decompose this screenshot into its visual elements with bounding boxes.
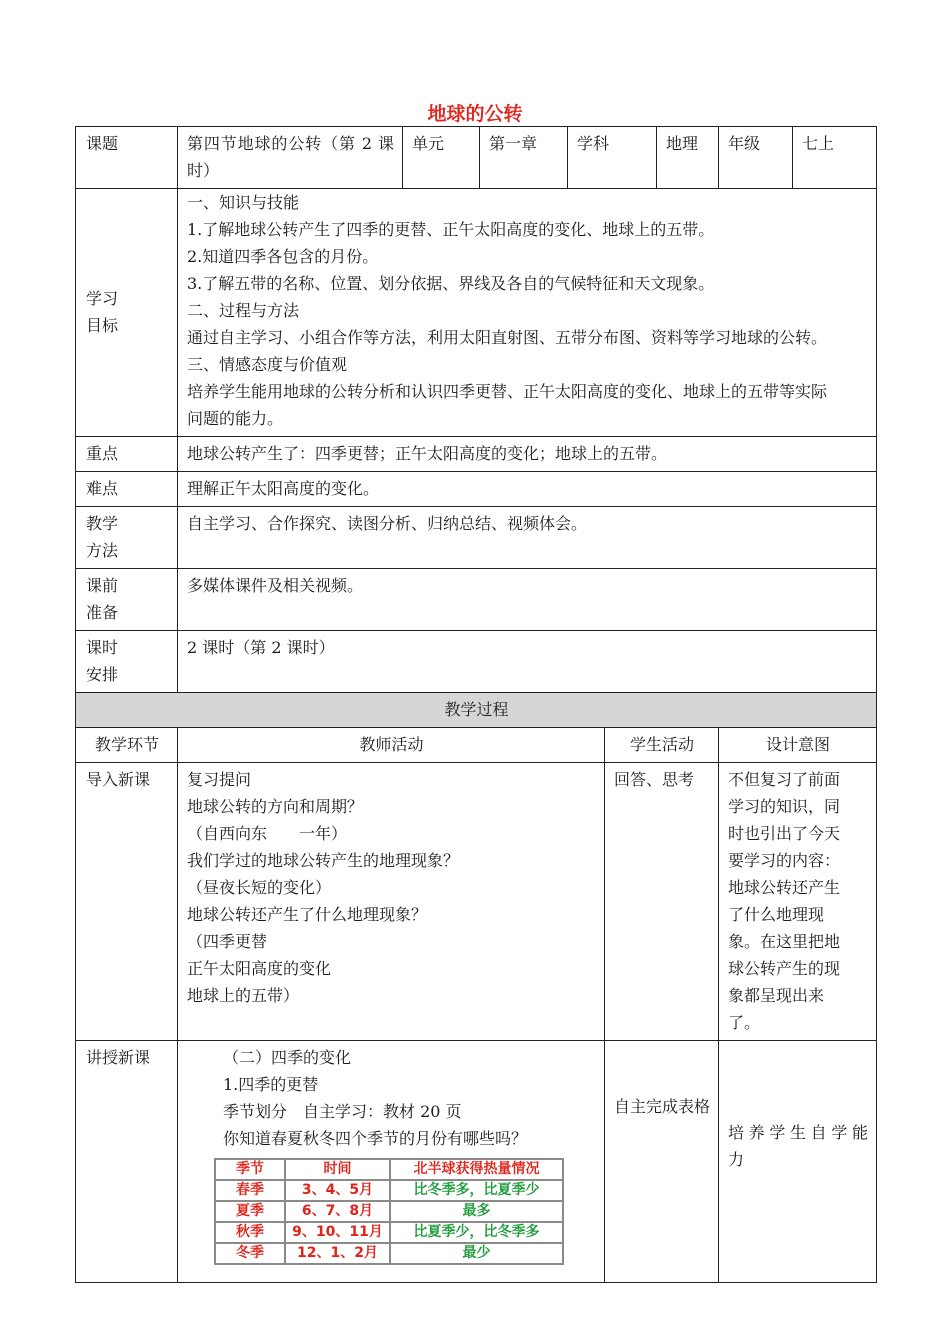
design-intent-intro: 不但复习了前面 学习的知识，同 时也引出了今天 要学习的内容： 地球公转还产生 了什么地理现 象。在这里把地 球公转产生的现 象都呈现出来 了。 <box>719 763 877 1041</box>
teacher-activity-intro: 复习提问 地球公转的方向和周期？ （自西向东 一年） 我们学过的地球公转产生的地理现象？ （昼夜长短的变化） 地球公转还产生了什么地理现象？ （四季更替 正午太阳高度的变化 地球上的五带） <box>178 763 605 1041</box>
hours-value: 2 课时（第 2 课时） <box>178 631 877 693</box>
prep-label: 课前 准备 <box>76 569 178 631</box>
season-months: 3、4、5月 <box>285 1180 390 1201</box>
season-table-header <box>215 1159 563 1180</box>
season-table <box>214 1158 564 1265</box>
design-intent-new-lesson: 培养学生自学能 力 <box>719 1041 877 1283</box>
process-header-row <box>76 728 877 763</box>
season-name: 春季 <box>215 1180 285 1201</box>
prep-value: 多媒体课件及相关视频。 <box>178 569 877 631</box>
student-activity-intro: 回答、思考 <box>605 763 719 1041</box>
season-header-time: 时间 <box>285 1159 390 1180</box>
season-heat: 最多 <box>390 1201 563 1222</box>
teacher-activity-new-lesson: （二）四季的变化 1.四季的更替 季节划分 自主学习：教材 20 页 你知道春夏秋冬四个季节的月份有哪些吗？ 季节 时间 北半球获得热量情况 春季 3、4、5月 比冬季多，比夏季少 夏季 6、7、8月 最多 秋季 9、10、11月 比夏季少，比冬季多 冬季 12、1、2月 最少 <box>178 1041 605 1283</box>
prep-row <box>76 569 877 631</box>
stage-new-lesson: 讲授新课 <box>76 1041 178 1283</box>
difficulty-label: 难点 <box>76 472 178 507</box>
season-heat: 比夏季少，比冬季多 <box>390 1222 563 1243</box>
method-value: 自主学习、合作探究、读图分析、归纳总结、视频体会。 <box>178 507 877 569</box>
process-title: 教学过程 <box>76 693 877 728</box>
stage-intro: 导入新课 <box>76 763 178 1041</box>
page-title: 地球的公转 <box>427 103 523 125</box>
season-heat: 比冬季多，比夏季少 <box>390 1180 563 1201</box>
difficulty-value: 理解正午太阳高度的变化。 <box>178 472 877 507</box>
course-value: 第四节地球的公转（第 2 课 时） <box>178 127 403 189</box>
table-row <box>76 763 877 1041</box>
unit-label: 单元 <box>403 127 480 189</box>
student-activity-new-lesson: 自主完成表格 <box>605 1041 719 1283</box>
hours-label: 课时 安排 <box>76 631 178 693</box>
difficulty-row <box>76 472 877 507</box>
season-name: 冬季 <box>215 1243 285 1264</box>
season-heat: 最少 <box>390 1243 563 1264</box>
subject-label: 学科 <box>568 127 657 189</box>
season-row <box>215 1243 563 1264</box>
subject-value: 地理 <box>657 127 719 189</box>
season-months: 12、1、2月 <box>285 1243 390 1264</box>
unit-value: 第一章 <box>480 127 568 189</box>
season-header-heat: 北半球获得热量情况 <box>390 1159 563 1180</box>
course-label: 课题 <box>76 127 178 189</box>
header-student: 学生活动 <box>605 728 719 763</box>
lesson-plan-table <box>75 126 877 1283</box>
key-points-label: 重点 <box>76 437 178 472</box>
season-row <box>215 1222 563 1243</box>
objectives-row <box>76 189 877 437</box>
grade-value: 七上 <box>793 127 877 189</box>
course-info-row <box>76 127 877 189</box>
season-row <box>215 1201 563 1222</box>
table-row <box>76 1041 877 1283</box>
season-row <box>215 1180 563 1201</box>
objectives-label: 学习 目标 <box>76 189 178 437</box>
header-intent: 设计意图 <box>719 728 877 763</box>
season-header-season: 季节 <box>215 1159 285 1180</box>
season-months: 9、10、11月 <box>285 1222 390 1243</box>
grade-label: 年级 <box>719 127 793 189</box>
hours-row <box>76 631 877 693</box>
objectives-content: 一、知识与技能 1.了解地球公转产生了四季的更替、正午太阳高度的变化、地球上的五带。 2.知道四季各包含的月份。 3.了解五带的名称、位置、划分依据、界线及各自的气候特征和天文现象。 二、过程与方法 通过自主学习、小组合作等方法，利用太阳直射图、五带分布图、资料等学习地球的公转。 三、情感态度与价值观 培养学生能用地球的公转分析和认识四季更替、正午太阳高度的变化、地球上的五带等实际 问题的能力。 <box>178 189 877 437</box>
season-name: 夏季 <box>215 1201 285 1222</box>
header-teacher: 教师活动 <box>178 728 605 763</box>
key-points-value: 地球公转产生了：四季更替；正午太阳高度的变化；地球上的五带。 <box>178 437 877 472</box>
method-label: 教学 方法 <box>76 507 178 569</box>
key-points-row <box>76 437 877 472</box>
header-stage: 教学环节 <box>76 728 178 763</box>
season-name: 秋季 <box>215 1222 285 1243</box>
process-title-row <box>76 693 877 728</box>
method-row <box>76 507 877 569</box>
season-months: 6、7、8月 <box>285 1201 390 1222</box>
